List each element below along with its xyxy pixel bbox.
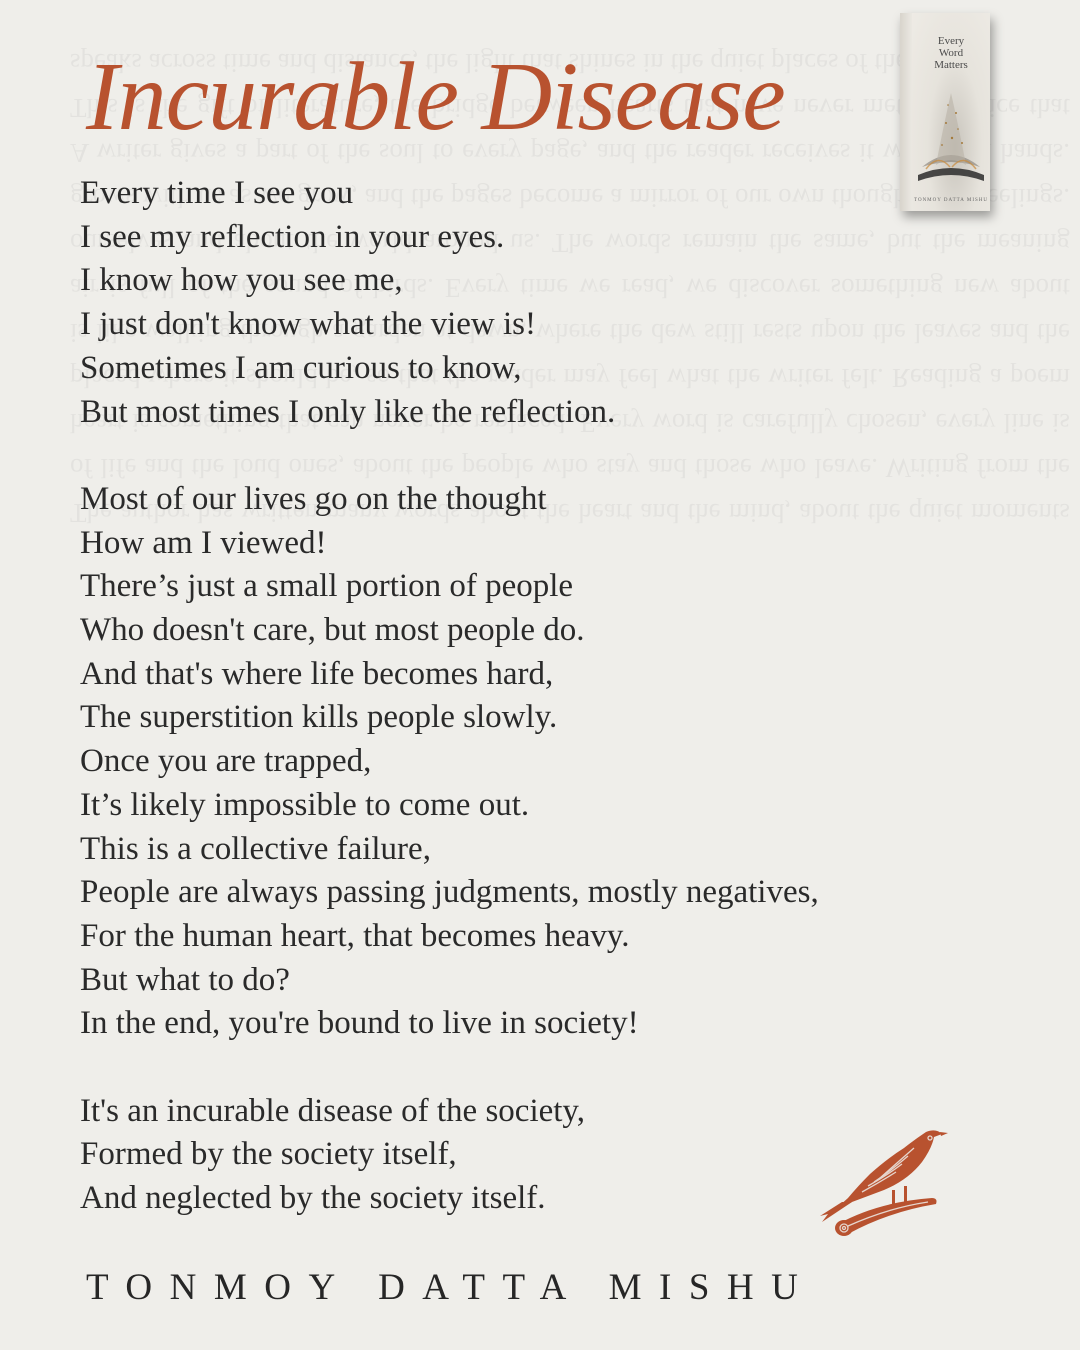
poem-line: People are always passing judgments, mostly negatives, [80, 874, 819, 911]
poem-line: But most times I only like the reflection. [80, 393, 616, 430]
book-title-line: Matters [934, 59, 968, 71]
poem-line: And that's where life becomes hard, [80, 655, 554, 692]
stanza [80, 478, 940, 1046]
poem-line: Every time I see you [80, 175, 354, 211]
book-title-line: Every [937, 35, 965, 47]
poem-line: Formed by the society itself, [80, 1136, 457, 1173]
bird-on-branch-icon [818, 1118, 948, 1240]
stanza [80, 172, 940, 434]
poem-line: Who doesn't care, but most people do. [80, 612, 585, 649]
poem-line: How am I viewed! [80, 524, 327, 561]
open-book-art-icon [912, 83, 990, 183]
poem-line: I just don't know what the view is! [80, 306, 536, 343]
poem-line: In the end, you're bound to live in society! [80, 1005, 639, 1042]
poem-line: This is a collective failure, [80, 830, 431, 867]
stanza [80, 1090, 940, 1221]
poem-title: Incurable Disease [86, 43, 785, 151]
poem-line: For the human heart, that becomes heavy. [80, 917, 630, 954]
book-title [912, 35, 990, 71]
poem-line: It’s likely impossible to come out. [80, 786, 530, 823]
book-title-line: Word [938, 47, 964, 59]
book-author: TONMOY DATTA MISHU [914, 198, 988, 203]
poem-line: I see my reflection in your eyes. [80, 218, 505, 255]
poem-line: Once you are trapped, [80, 743, 372, 780]
poem-line: The superstition kills people slowly. [80, 699, 558, 736]
poem-line: But what to do? [80, 961, 290, 998]
poem-line: It's an incurable disease of the society, [80, 1092, 586, 1129]
poem-line: Most of our lives go on the thought [80, 480, 547, 517]
poem-line: Sometimes I am curious to know, [80, 349, 522, 386]
poem-line: And neglected by the society itself. [80, 1180, 546, 1217]
poem-line: There’s just a small portion of people [80, 568, 574, 605]
author-name: TONMOY DATTA MISHU [86, 1267, 816, 1308]
poem-line: I know how you see me, [80, 262, 403, 299]
poem-body [80, 172, 940, 1265]
